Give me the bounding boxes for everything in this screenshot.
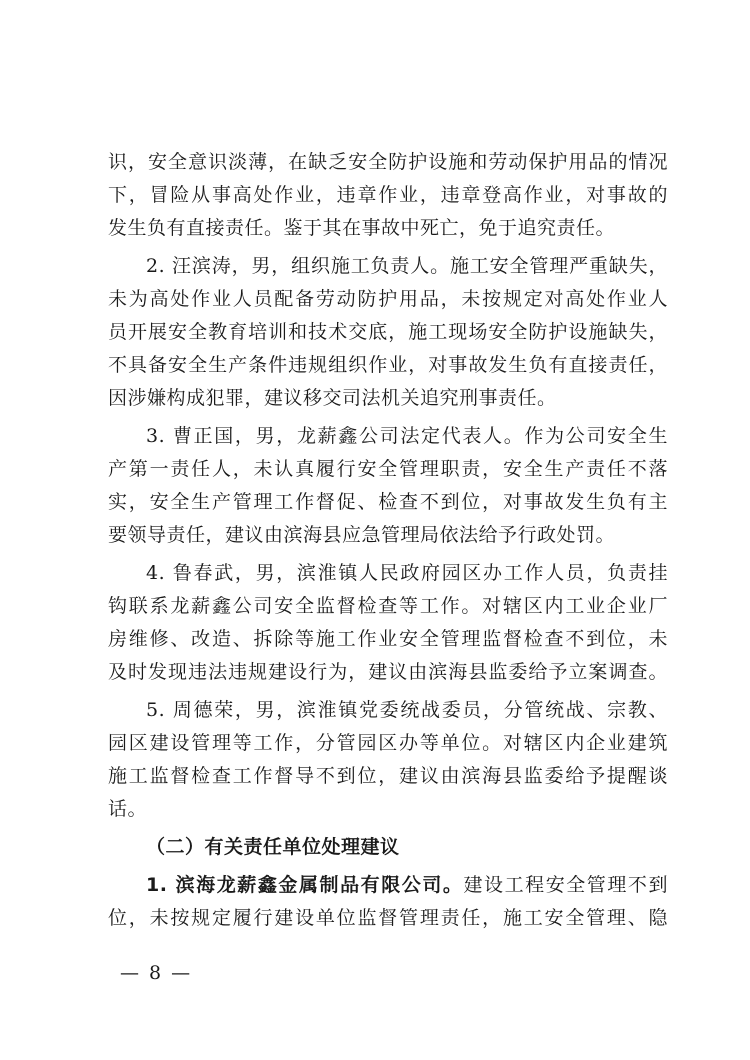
text-fragment: 建设工程安全管理不到 bbox=[463, 874, 668, 896]
section-heading: （二）有关责任单位处理建议 bbox=[146, 836, 400, 858]
text-line: 位，未按规定履行建设单位监督管理责任，施工安全管理、隐 bbox=[108, 907, 668, 929]
text-line: 及时发现违法违规建设行为，建议由滨海县监委给予立案调查。 bbox=[108, 661, 668, 683]
text-line: 员开展安全教育培训和技术交底，施工现场安全防护设施缺失， bbox=[108, 321, 668, 343]
text-line bbox=[108, 869, 668, 902]
text-line: 因涉嫌构成犯罪，建议移交司法机关追究刑事责任。 bbox=[108, 387, 557, 409]
text-line: 房维修、改造、拆除等施工作业安全管理监督检查不到位，未 bbox=[108, 628, 668, 650]
document-body bbox=[108, 146, 668, 935]
text-line: 园区建设管理等工作，分管园区办等单位。对辖区内企业建筑 bbox=[108, 732, 668, 754]
text-line: 不具备安全生产条件违规组织作业，对事故发生负有直接责任， bbox=[108, 354, 668, 376]
text-line: 实，安全生产管理工作督促、检查不到位，对事故发生负有主 bbox=[108, 491, 668, 513]
text-line: 话。 bbox=[108, 798, 148, 820]
text-line: 钩联系龙薪鑫公司安全监督检查等工作。对辖区内工业企业厂 bbox=[108, 595, 668, 617]
text-line: 3. 曹正国，男，龙薪鑫公司法定代表人。作为公司安全生 bbox=[146, 425, 668, 447]
text-line: 识，安全意识淡薄，在缺乏安全防护设施和劳动保护用品的情况 bbox=[108, 151, 668, 173]
text-line: 5. 周德荣，男，滨淮镇党委统战委员，分管统战、宗教、 bbox=[146, 699, 668, 721]
company-name: 1. 滨海龙薪鑫金属制品有限公司。 bbox=[146, 874, 464, 896]
text-line: 4. 鲁春武，男，滨淮镇人民政府园区办工作人员，负责挂 bbox=[146, 562, 668, 584]
text-line: 要领导责任，建议由滨海县应急管理局依法给予行政处罚。 bbox=[108, 524, 616, 546]
text-line: 发生负有直接责任。鉴于其在事故中死亡，免于追究责任。 bbox=[108, 217, 616, 239]
text-line: 施工监督检查工作督导不到位，建议由滨海县监委给予提醒谈 bbox=[108, 765, 668, 787]
page-number: — 8 — bbox=[120, 962, 193, 984]
text-line: 下，冒险从事高处作业，违章作业，违章登高作业，对事故的 bbox=[108, 184, 668, 206]
text-line: 2. 汪滨涛，男，组织施工负责人。施工安全管理严重缺失， bbox=[146, 255, 668, 277]
text-line: 产第一责任人，未认真履行安全管理职责，安全生产责任不落 bbox=[108, 458, 668, 480]
text-line: 未为高处作业人员配备劳动防护用品，未按规定对高处作业人 bbox=[108, 288, 668, 310]
